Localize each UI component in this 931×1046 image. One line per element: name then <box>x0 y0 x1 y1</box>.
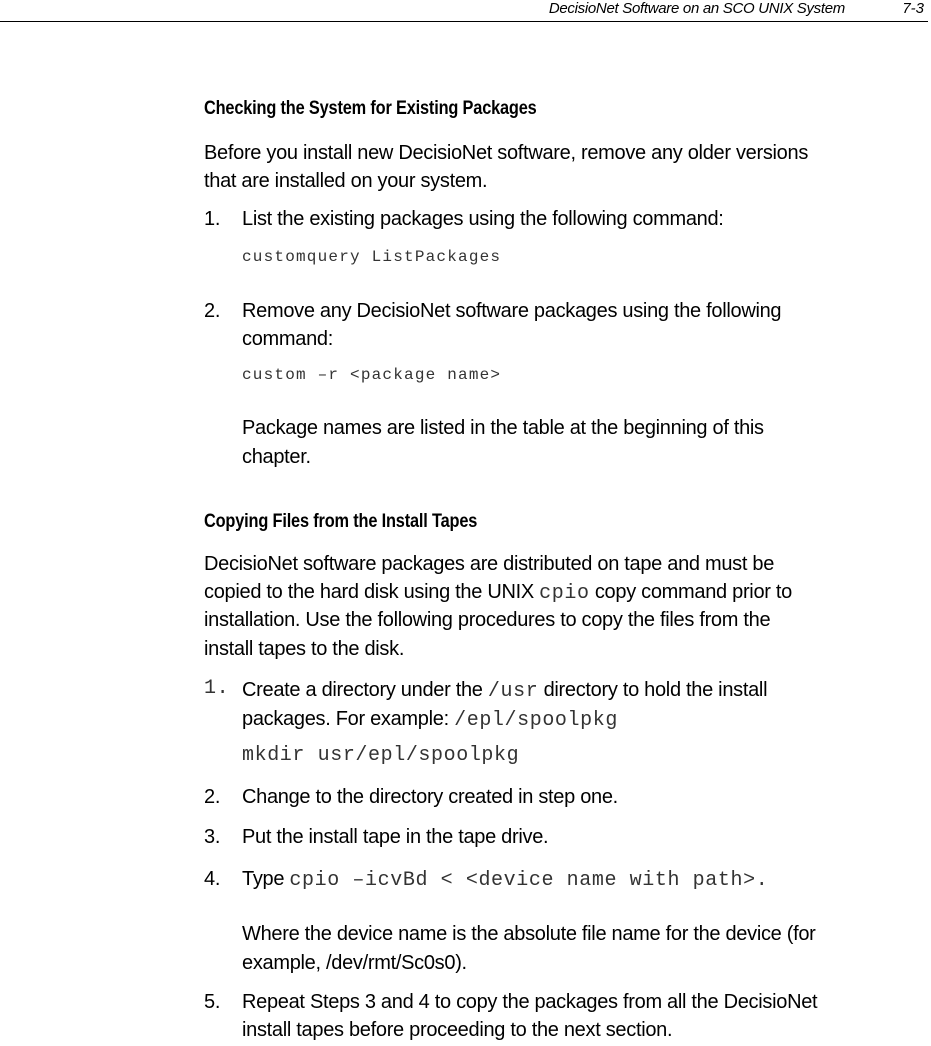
page-header <box>0 0 928 22</box>
step-text-line1: Repeat Steps 3 and 4 to copy the packages from all the DecisioNet <box>242 991 818 1013</box>
step-number: 4. <box>204 868 221 890</box>
step-text: packages. For example: <box>242 708 455 730</box>
step-number: 2. <box>204 786 221 808</box>
running-title: DecisioNet Software on an SCO UNIX System <box>548 0 845 17</box>
section-heading-copying: Copying Files from the Install Tapes <box>204 511 478 532</box>
section1-intro-line1: Before you install new DecisioNet software, remove any older versions <box>204 142 809 164</box>
note-line2: chapter. <box>242 446 311 468</box>
step-text-line2: command: <box>242 328 333 350</box>
command-code: custom –r <package name> <box>242 366 502 384</box>
step-text: Create a directory under the <box>242 679 488 701</box>
section2-intro-line4: install tapes to the disk. <box>204 638 405 660</box>
intro-text: copied to the hard disk using the UNIX <box>204 581 540 603</box>
step-text <box>242 865 768 895</box>
step-number: 1. <box>204 677 230 700</box>
note-line2: example, /dev/rmt/Sc0s0). <box>242 952 467 974</box>
command-code: customquery ListPackages <box>242 248 502 266</box>
step-text-line2: install tapes before proceeding to the next section. <box>242 1019 673 1041</box>
step-number: 3. <box>204 826 221 848</box>
step-number: 2. <box>204 300 221 322</box>
intro-text: copy command prior to <box>589 581 792 603</box>
section2-intro-line3: installation. Use the following procedures to copy the files from the <box>204 609 771 631</box>
section2-intro-line2 <box>204 578 792 608</box>
page-number: 7-3 <box>902 0 924 17</box>
note-line1: Where the device name is the absolute file name for the device (for <box>242 923 816 945</box>
command-code: mkdir usr/epl/spoolpkg <box>242 744 520 767</box>
note-line1: Package names are listed in the table at the beginning of this <box>242 417 764 439</box>
step-text-line1 <box>242 676 767 706</box>
inline-code-path: /epl/spoolpkg <box>454 709 618 732</box>
section1-intro-line2: that are installed on your system. <box>204 170 488 192</box>
inline-code-usr: /usr <box>487 680 539 703</box>
step-number: 1. <box>204 208 221 230</box>
inline-code-cpio: cpio <box>539 582 590 605</box>
step-text: Type <box>242 868 290 890</box>
inline-code-cpio-command: cpio –icvBd < <device name with path>. <box>289 869 769 892</box>
step-text-line2 <box>242 705 618 735</box>
step-text: Put the install tape in the tape drive. <box>242 826 549 848</box>
step-text: List the existing packages using the following command: <box>242 208 724 230</box>
step-text: directory to hold the install <box>538 679 768 701</box>
step-number: 5. <box>204 991 221 1013</box>
step-text-line1: Remove any DecisioNet software packages using the following <box>242 300 782 322</box>
section-heading-checking: Checking the System for Existing Packages <box>204 98 537 119</box>
step-text: Change to the directory created in step one. <box>242 786 618 808</box>
section2-intro-line1: DecisioNet software packages are distributed on tape and must be <box>204 553 775 575</box>
